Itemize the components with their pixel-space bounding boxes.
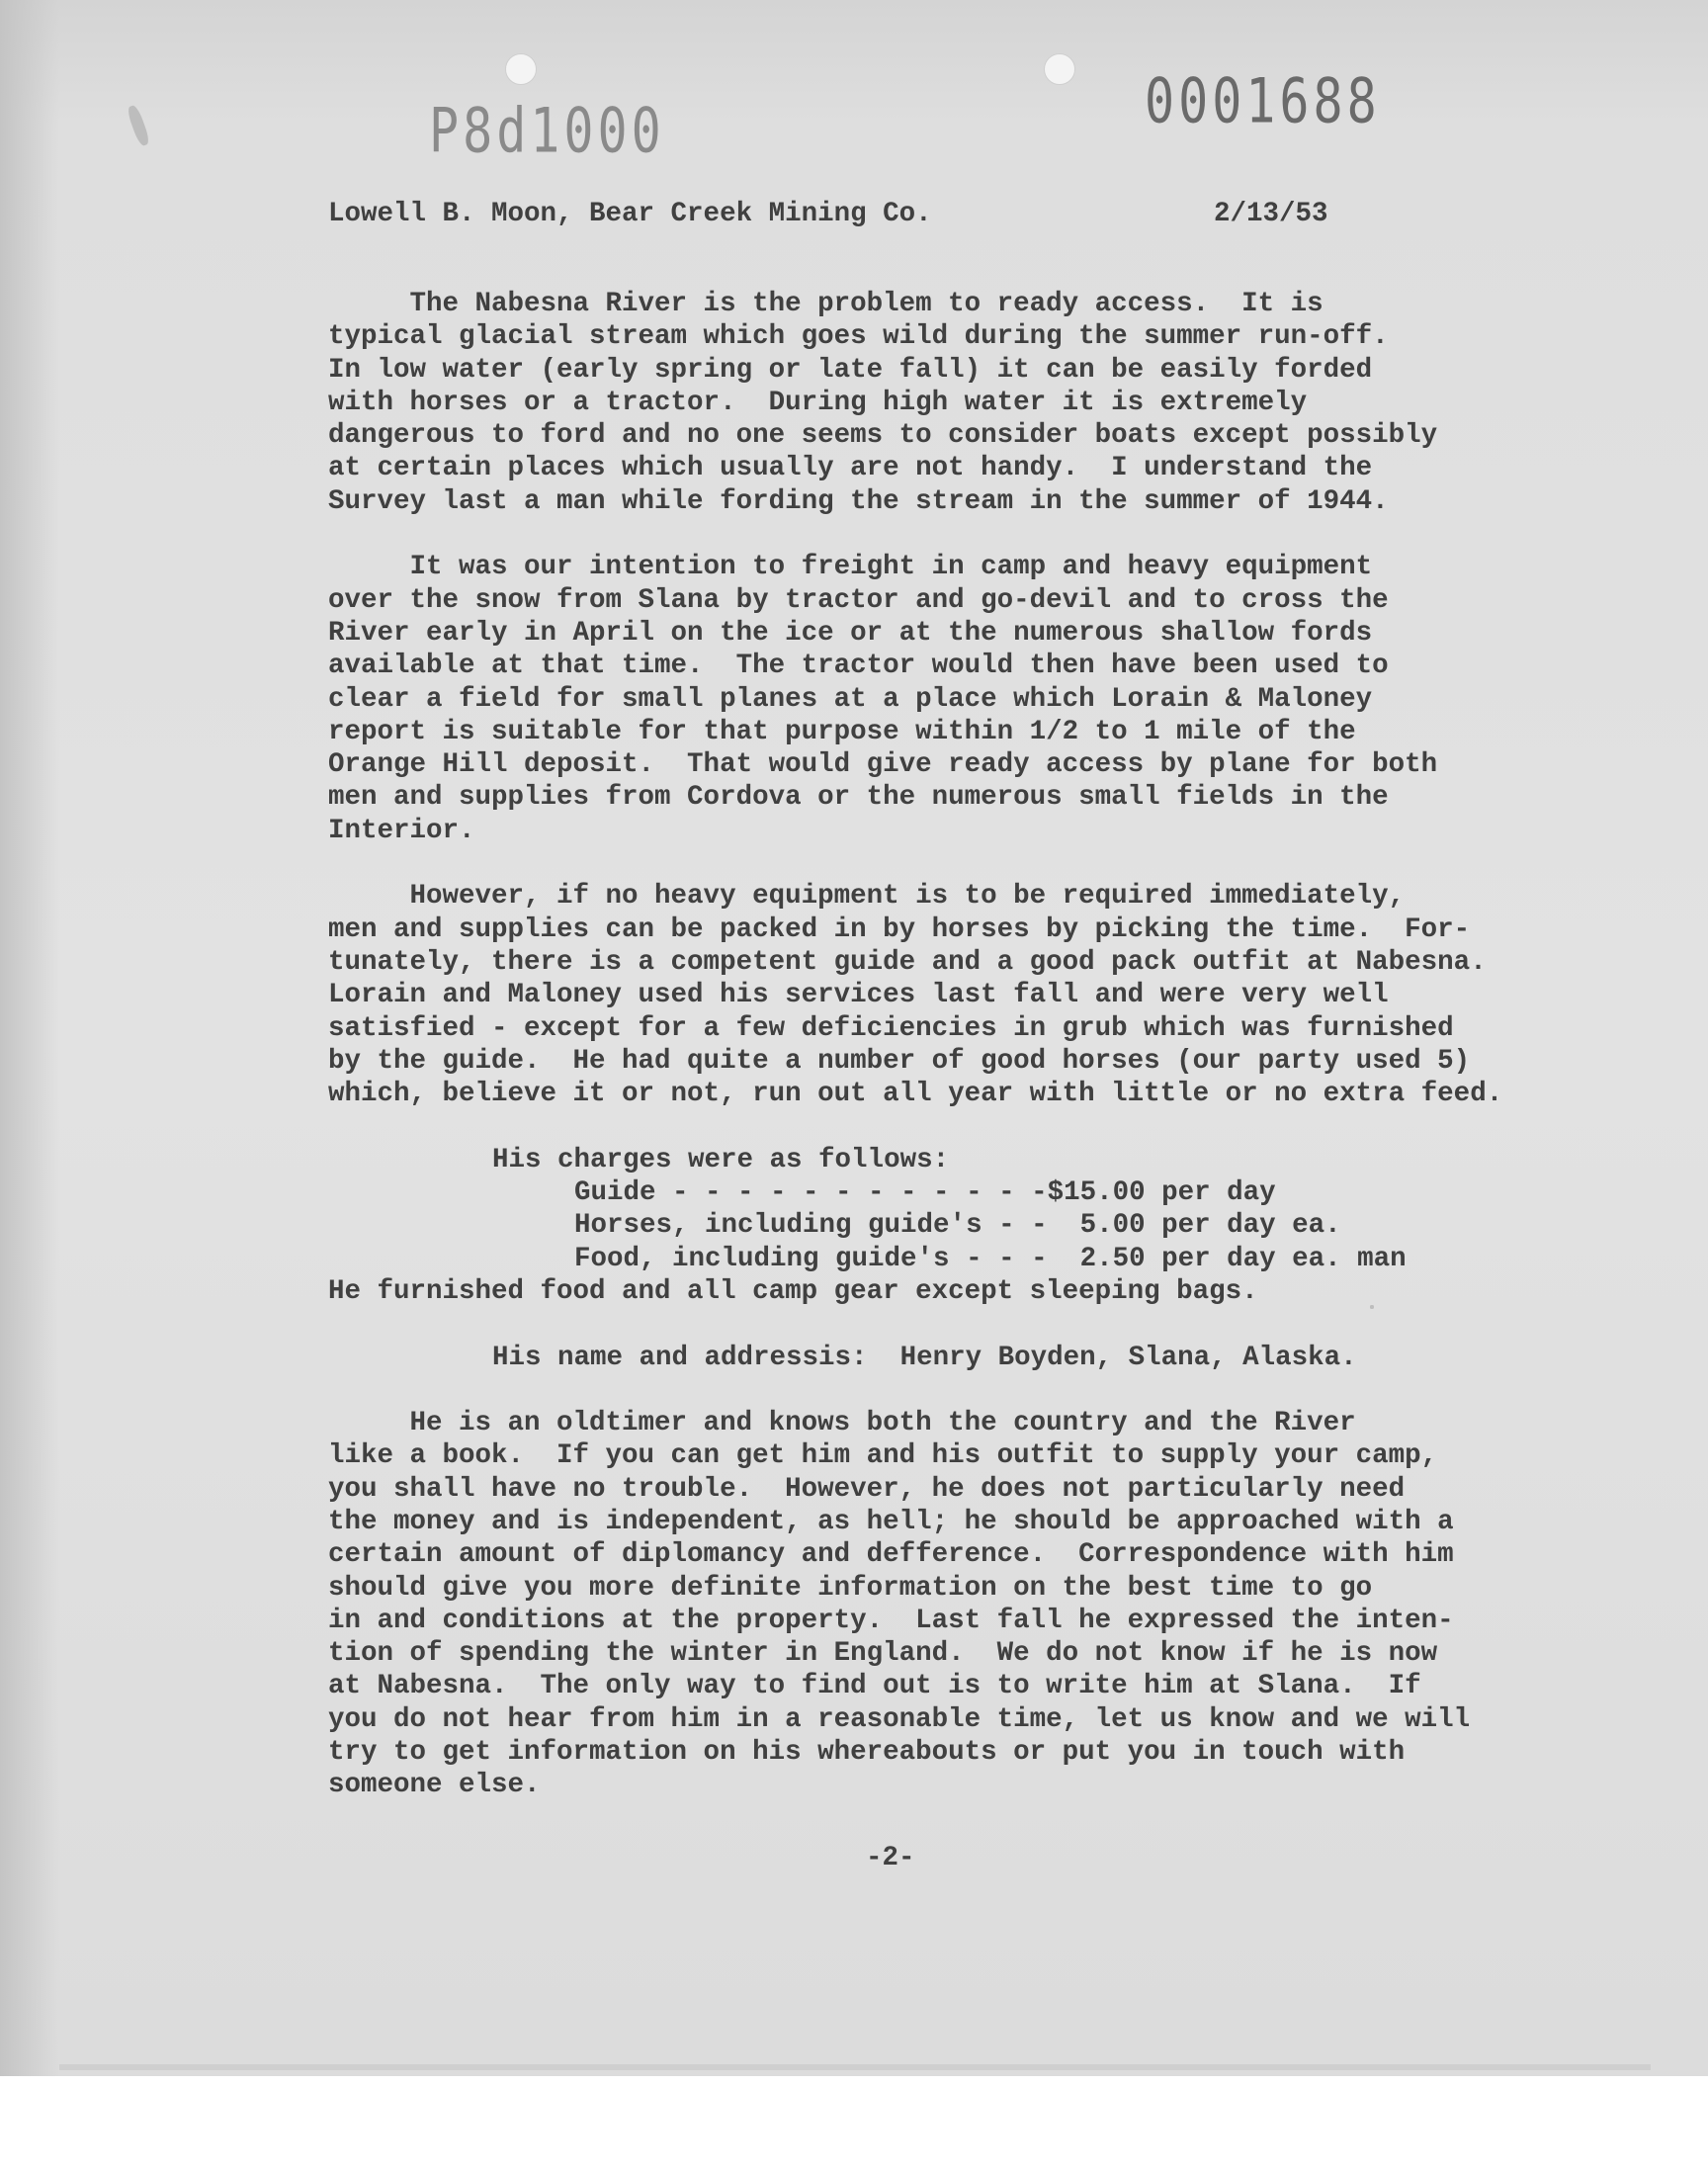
charge-item-food: Food, including guide's - - - 2.50 per day ea. man xyxy=(574,1243,1407,1274)
paragraph-river-access xyxy=(328,288,1514,518)
text-line: In low water (early spring or late fall) it can be easily forded xyxy=(328,354,1373,386)
text-line: at certain places which usually are not handy. I understand the xyxy=(328,453,1373,484)
text-line: However, if no heavy equipment is to be required immediately, xyxy=(328,881,1406,913)
text-line: clear a field for small planes at a place which Lorain & Maloney xyxy=(328,683,1373,715)
stamp-number-upper-right: 0001688 xyxy=(1145,65,1381,137)
text-line: Orange Hill deposit. That would give ready access by plane for both xyxy=(328,749,1438,781)
text-line: try to get information on his whereabouts or put you in touch with xyxy=(328,1737,1406,1769)
text-line: certain amount of diplomancy and defference. Correspondence with him xyxy=(328,1539,1454,1571)
text-line: in and conditions at the property. Last fall he expressed the inten- xyxy=(328,1605,1454,1636)
paragraph-contact xyxy=(328,1342,1514,1374)
letter-body xyxy=(328,198,1514,1835)
charges-note: He furnished food and all camp gear except sleeping bags. xyxy=(328,1275,1258,1307)
text-line: tion of spending the winter in England. We do not know if he is now xyxy=(328,1638,1438,1670)
text-line: report is suitable for that purpose within 1/2 to 1 mile of the xyxy=(328,716,1356,747)
punch-hole-left xyxy=(505,53,537,85)
punch-hole-right xyxy=(1044,53,1075,85)
text-line: typical glacial stream which goes wild during the summer run-off. xyxy=(328,321,1389,353)
text-line: over the snow from Slana by tractor and go-devil and to cross the xyxy=(328,584,1389,616)
text-line: you shall have no trouble. However, he does not particularly need xyxy=(328,1473,1406,1505)
text-line: like a book. If you can get him and his outfit to supply your camp, xyxy=(328,1440,1438,1472)
text-line: which, believe it or not, run out all year with little or no extra feed. xyxy=(328,1079,1503,1110)
text-line: Interior. xyxy=(328,815,475,846)
text-line: men and supplies can be packed in by horses by picking the time. For- xyxy=(328,914,1471,945)
charge-item-horses: Horses, including guide's - - 5.00 per day ea. xyxy=(574,1210,1341,1242)
stamp-number-upper-left: P8d1000 xyxy=(429,95,665,167)
text-line: you do not hear from him in a reasonable time, let us know and we will xyxy=(328,1703,1471,1735)
page-number: -2- xyxy=(866,1843,915,1873)
letter-date: 2/13/53 xyxy=(1214,199,1328,229)
text-line: by the guide. He had quite a number of good horses (our party used 5) xyxy=(328,1045,1471,1077)
scan-bottom-edge xyxy=(59,2064,1651,2070)
text-line: Survey last a man while fording the stream in the summer of 1944. xyxy=(328,485,1389,517)
text-line: The Nabesna River is the problem to ready access. It is xyxy=(328,289,1324,319)
charges-list xyxy=(328,1144,1514,1308)
text-line: It was our intention to freight in camp and heavy equipment xyxy=(328,552,1373,583)
addressee: Lowell B. Moon, Bear Creek Mining Co. xyxy=(328,199,932,229)
contact-line: His name and addressis: Henry Boyden, Slana, Alaska. xyxy=(492,1342,1357,1373)
text-line: with horses or a tractor. During high water it is extremely xyxy=(328,387,1308,418)
text-line: at Nabesna. The only way to find out is to write him at Slana. If xyxy=(328,1671,1421,1702)
paragraph-freight-plan xyxy=(328,551,1514,847)
text-line: Lorain and Maloney used his services last fall and were very well xyxy=(328,980,1389,1011)
text-line: the money and is independent, as hell; he should be approached with a xyxy=(328,1506,1454,1537)
charge-item-guide: Guide - - - - - - - - - - - -$15.00 per day xyxy=(574,1177,1276,1209)
text-line: River early in April on the ice or at the numerous shallow fords xyxy=(328,617,1373,649)
scan-edge-shadow xyxy=(0,0,59,2076)
letter-heading xyxy=(328,198,1514,231)
paragraph-closing xyxy=(328,1407,1514,1802)
charges-intro: His charges were as follows: xyxy=(492,1144,950,1175)
scan-speck xyxy=(126,104,151,147)
text-line: someone else. xyxy=(328,1770,541,1801)
text-line: men and supplies from Cordova or the numerous small fields in the xyxy=(328,782,1389,814)
paragraph-pack-outfit xyxy=(328,880,1514,1110)
text-line: He is an oldtimer and knows both the country and the River xyxy=(328,1408,1356,1439)
text-line: available at that time. The tractor would then have been used to xyxy=(328,651,1389,682)
text-line: dangerous to ford and no one seems to consider boats except possibly xyxy=(328,420,1438,452)
text-line: satisfied - except for a few deficiencies in grub which was furnished xyxy=(328,1012,1454,1044)
text-line: tunately, there is a competent guide and a good pack outfit at Nabesna. xyxy=(328,946,1487,978)
text-line: should give you more definite information on the best time to go xyxy=(328,1572,1373,1604)
